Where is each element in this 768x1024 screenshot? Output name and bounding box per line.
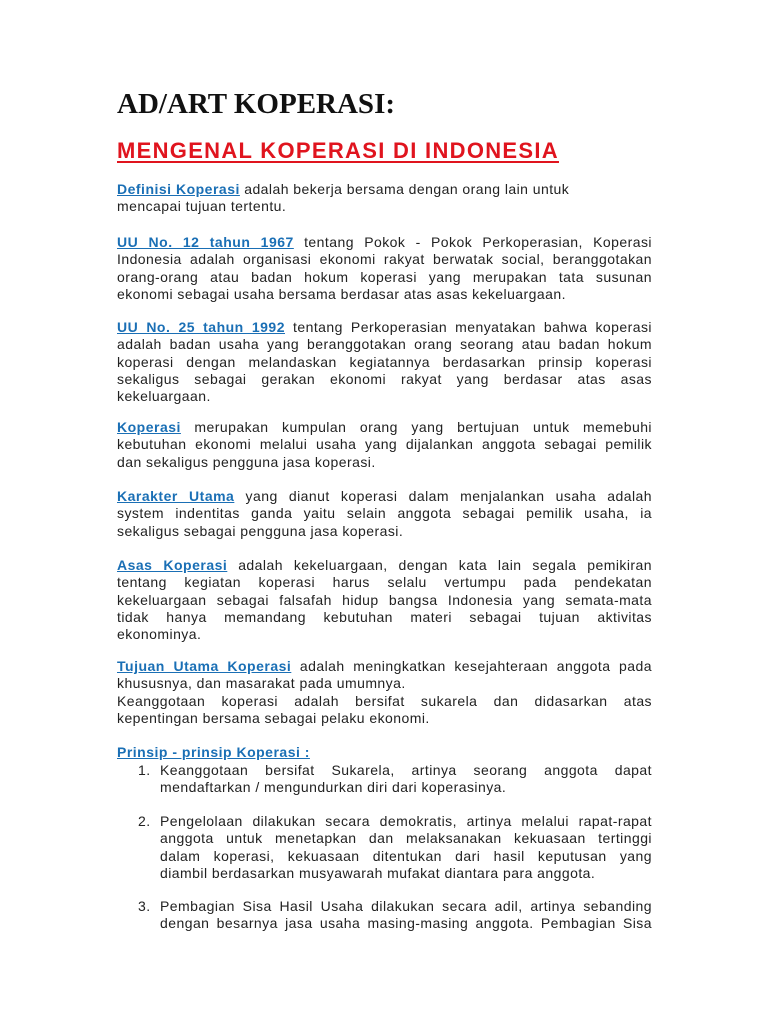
principles-heading-link[interactable]: Prinsip - prinsip Koperasi : bbox=[117, 744, 310, 760]
term-link[interactable]: Definisi Koperasi bbox=[117, 181, 240, 197]
text-span: merupakan kumpulan orang yang bertujuan untuk memebuhi bbox=[180, 419, 652, 435]
principles-heading-block bbox=[117, 744, 652, 761]
text-line: Indonesia adalah organisasi ekonomi rakyat berwatak social, beranggotakan bbox=[117, 251, 652, 268]
term-link[interactable]: Tujuan Utama Koperasi bbox=[117, 658, 292, 674]
text-line bbox=[117, 419, 652, 436]
text-line: Keanggotaan bersifat Sukarela, artinya seorang anggota dapat bbox=[160, 762, 652, 778]
text-line: kekeluargaan sebagai falsafah hidup bangsa Indonesia yang semata-mata bbox=[117, 591, 652, 608]
text-line: dalam koperasi, kekuasaan ditentukan dari hasil keputusan yang bbox=[160, 847, 652, 864]
text-line: kekeluargaan. bbox=[117, 388, 211, 405]
text-line: koperasi dengan melandaskan kegiatannya berdasarkan prinsip koperasi bbox=[117, 353, 652, 370]
text-line: dengan besarnya jasa usaha masing-masing anggota. Pembagian Sisa bbox=[160, 915, 652, 932]
text-line: ekonomi sebagai usaha bersama berdasar atas asas kekeluargaan. bbox=[117, 285, 566, 302]
text-span: adalah meningkatkan kesejahteraan anggota pada bbox=[291, 658, 652, 674]
text-line: dan sekaligus pengguna jasa koperasi. bbox=[117, 453, 376, 470]
text-line: sekaligus sebagai gerakan ekonomi rakyat yang berdasar atas asas bbox=[117, 370, 652, 387]
text-line: diambil berdasarkan musyawarah mufakat diantara para anggota. bbox=[160, 864, 596, 881]
list-number: 1. bbox=[138, 762, 151, 778]
paragraph-definisi bbox=[117, 181, 652, 216]
text-span: tentang Perkoperasian menyatakan bahwa koperasi bbox=[284, 319, 652, 335]
text-line: khususnya, dan masarakat pada umumnya. bbox=[117, 675, 406, 692]
paragraph-uu-12 bbox=[117, 234, 652, 303]
text-line bbox=[117, 488, 652, 505]
text-line: sekaligus sebagai pengguna jasa koperasi. bbox=[117, 522, 404, 539]
paragraph-tujuan-utama bbox=[117, 658, 652, 727]
text-line bbox=[117, 557, 652, 574]
term-link[interactable]: UU No. 12 tahun 1967 bbox=[117, 234, 294, 250]
text-line: mencapai tujuan tertentu. bbox=[117, 198, 287, 215]
text-span: adalah kekeluargaan, dengan kata lain segala pemikiran bbox=[227, 557, 652, 573]
principle-item-1 bbox=[138, 762, 652, 797]
term-link[interactable]: Asas Koperasi bbox=[117, 557, 228, 573]
text-line: Pembagian Sisa Hasil Usaha dilakukan secara adil, artinya sebanding bbox=[160, 898, 652, 914]
section-heading: MENGENAL KOPERASI DI INDONESIA bbox=[117, 138, 559, 163]
text-span: tentang Pokok - Pokok Perkoperasian, Koperasi bbox=[293, 234, 652, 250]
list-number: 2. bbox=[138, 813, 151, 829]
text-line: kebutuhan ekonomi melalui usaha yang dijalankan anggota sebagai pemilik bbox=[117, 436, 652, 453]
term-link[interactable]: Karakter Utama bbox=[117, 488, 235, 504]
text-line: Pengelolaan dilakukan secara demokratis, artinya melalui rapat-rapat bbox=[160, 813, 652, 829]
text-line bbox=[117, 234, 652, 251]
text-line: adalah badan usaha yang beranggotakan orang seorang atau badan hokum bbox=[117, 336, 652, 353]
paragraph-karakter-utama bbox=[117, 488, 652, 540]
text-line bbox=[117, 319, 652, 336]
text-line: orang-orang atau badan hokum koperasi yang merupakan tata susunan bbox=[117, 268, 652, 285]
paragraph-koperasi bbox=[117, 419, 652, 471]
text-line: mendaftarkan / mengundurkan diri dari koperasinya. bbox=[160, 779, 507, 796]
text-line: tentang kegiatan koperasi harus selalu vertumpu pada pendekatan bbox=[117, 574, 652, 591]
list-number: 3. bbox=[138, 898, 151, 914]
text-line bbox=[117, 658, 652, 675]
term-link[interactable]: UU No. 25 tahun 1992 bbox=[117, 319, 285, 335]
text-line: anggota untuk menetapkan dan melaksanakan kekuasaan tertinggi bbox=[160, 830, 652, 847]
principle-item-2 bbox=[138, 813, 652, 882]
text-line: kepentingan bersama sebagai pelaku ekonomi. bbox=[117, 709, 430, 726]
paragraph-asas-koperasi bbox=[117, 557, 652, 643]
document-title: AD/ART KOPERASI: bbox=[117, 88, 396, 120]
term-link[interactable]: Koperasi bbox=[117, 419, 181, 435]
text-line: system indentitas ganda yaitu selain anggota sebagai pemilik usaha, ia bbox=[117, 505, 652, 522]
text-span: yang dianut koperasi dalam menjalankan usaha adalah bbox=[234, 488, 652, 504]
text-line: ekonominya. bbox=[117, 626, 202, 643]
principle-item-3 bbox=[138, 898, 652, 933]
text-line: tidak hanya memandang kebutuhan materi sebagai tujuan aktivitas bbox=[117, 608, 652, 625]
paragraph-uu-25 bbox=[117, 319, 652, 405]
text-line: Keanggotaan koperasi adalah bersifat sukarela dan didasarkan atas bbox=[117, 692, 652, 709]
text-line: adalah bekerja bersama dengan orang lain untuk bbox=[239, 181, 570, 197]
